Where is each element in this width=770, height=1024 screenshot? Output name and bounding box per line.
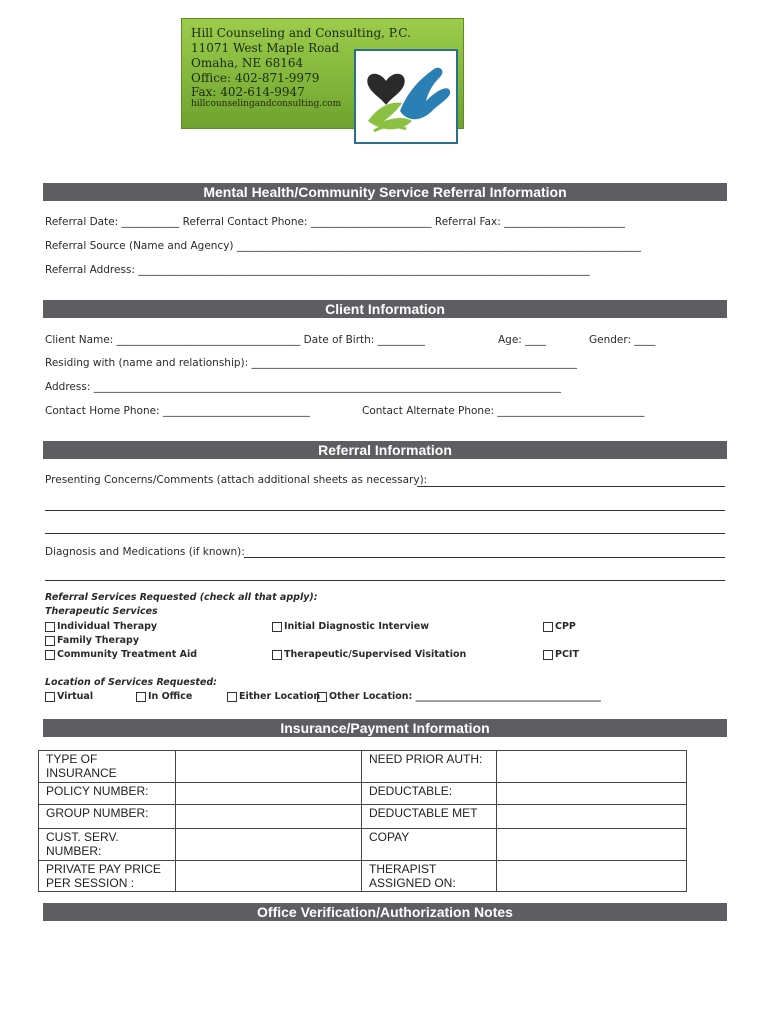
policy-number-field[interactable] (176, 783, 362, 805)
table-row (39, 805, 687, 829)
policy-number-label: POLICY NUMBER: (39, 783, 176, 805)
checkbox-icon[interactable] (272, 650, 282, 660)
copay-label: COPAY (362, 829, 497, 861)
therapist-assigned-label: THERAPIST ASSIGNED ON: (362, 861, 497, 892)
checkbox-family-therapy[interactable]: Family Therapy (45, 635, 139, 646)
referral-date-line[interactable]: Referral Date: ___________ Referral Contact Phone: _______________________ Referral Fax: _______________________ (45, 216, 625, 228)
checkbox-community-treatment[interactable]: Community Treatment Aid (45, 649, 197, 660)
insurance-table (38, 750, 687, 892)
section-header-office: Office Verification/Authorization Notes (43, 903, 727, 921)
checkbox-supervised-visitation[interactable]: Therapeutic/Supervised Visitation (272, 649, 466, 660)
deductable-label: DEDUCTABLE: (362, 783, 497, 805)
home-phone-line[interactable]: Contact Home Phone: ____________________________ (45, 405, 310, 417)
concerns-label: Presenting Concerns/Comments (attach additional sheets as necessary): (45, 474, 428, 486)
concerns-line-2[interactable] (45, 510, 725, 511)
insurance-type-label: TYPE OF INSURANCE (39, 751, 176, 783)
services-heading: Referral Services Requested (check all that apply): (45, 592, 318, 603)
residing-with-line[interactable]: Residing with (name and relationship): ______________________________________________________________ (45, 357, 578, 369)
diagnosis-line-2[interactable] (45, 580, 725, 581)
table-row (39, 829, 687, 861)
checkbox-icon[interactable] (317, 692, 327, 702)
referral-source-line[interactable]: Referral Source (Name and Agency) _____________________________________________________________________________ (45, 240, 642, 252)
company-office-phone: Office: 402-871-9979 (191, 71, 320, 85)
insurance-type-field[interactable] (176, 751, 362, 783)
concerns-line-3[interactable] (45, 533, 725, 534)
company-fax: Fax: 402-614-9947 (191, 85, 305, 99)
copay-field[interactable] (497, 829, 687, 861)
client-name-line[interactable]: Client Name: ___________________________________ Date of Birth: _________ (45, 334, 425, 346)
client-gender-field[interactable]: Gender: ____ (589, 334, 656, 346)
deductable-field[interactable] (497, 783, 687, 805)
checkbox-icon[interactable] (136, 692, 146, 702)
hands-heart-logo (354, 49, 458, 144)
table-row (39, 751, 687, 783)
checkbox-icon[interactable] (543, 622, 553, 632)
checkbox-icon[interactable] (543, 650, 553, 660)
private-pay-field[interactable] (176, 861, 362, 892)
checkbox-icon[interactable] (45, 692, 55, 702)
checkbox-initial-diagnostic[interactable]: Initial Diagnostic Interview (272, 621, 429, 632)
client-address-line[interactable]: Address: _________________________________________________________________________________________ (45, 381, 561, 393)
section-header-referral-info: Mental Health/Community Service Referral Information (43, 183, 727, 201)
section-header-insurance: Insurance/Payment Information (43, 719, 727, 737)
checkbox-in-office[interactable]: In Office (136, 691, 192, 702)
therapist-assigned-field[interactable] (497, 861, 687, 892)
checkbox-icon[interactable] (45, 636, 55, 646)
therapeutic-heading: Therapeutic Services (45, 606, 158, 617)
prior-auth-field[interactable] (497, 751, 687, 783)
alt-phone-line[interactable]: Contact Alternate Phone: ____________________________ (362, 405, 645, 417)
concerns-line-1[interactable] (417, 486, 725, 487)
diagnosis-line-1[interactable] (244, 557, 725, 558)
group-number-field[interactable] (176, 805, 362, 829)
company-name: Hill Counseling and Consulting, P.C. (191, 26, 411, 40)
prior-auth-label: NEED PRIOR AUTH: (362, 751, 497, 783)
company-city: Omaha, NE 68164 (191, 56, 304, 70)
section-header-client-info: Client Information (43, 300, 727, 318)
table-row (39, 783, 687, 805)
cust-serv-field[interactable] (176, 829, 362, 861)
checkbox-icon[interactable] (45, 622, 55, 632)
checkbox-icon[interactable] (227, 692, 237, 702)
checkbox-either-location[interactable]: Either Location (227, 691, 320, 702)
company-website: hillcounselingandconsulting.com (191, 99, 342, 109)
location-heading: Location of Services Requested: (45, 677, 217, 688)
section-header-referral: Referral Information (43, 441, 727, 459)
checkbox-icon[interactable] (272, 622, 282, 632)
group-number-label: GROUP NUMBER: (39, 805, 176, 829)
company-street: 11071 West Maple Road (191, 41, 340, 55)
table-row (39, 861, 687, 892)
deductable-met-field[interactable] (497, 805, 687, 829)
diagnosis-label: Diagnosis and Medications (if known): (45, 546, 245, 558)
checkbox-virtual[interactable]: Virtual (45, 691, 93, 702)
client-age-field[interactable]: Age: ____ (498, 334, 547, 346)
private-pay-label: PRIVATE PAY PRICE PER SESSION : (39, 861, 176, 892)
checkbox-other-location[interactable]: Other Location: _______________________________________ (317, 691, 601, 702)
checkbox-individual-therapy[interactable]: Individual Therapy (45, 621, 157, 632)
checkbox-pcit[interactable]: PCIT (543, 649, 579, 660)
cust-serv-label: CUST. SERV. NUMBER: (39, 829, 176, 861)
deductable-met-label: DEDUCTABLE MET (362, 805, 497, 829)
checkbox-icon[interactable] (45, 650, 55, 660)
referral-address-line[interactable]: Referral Address: ______________________________________________________________________________________ (45, 264, 590, 276)
checkbox-cpp[interactable]: CPP (543, 621, 576, 632)
